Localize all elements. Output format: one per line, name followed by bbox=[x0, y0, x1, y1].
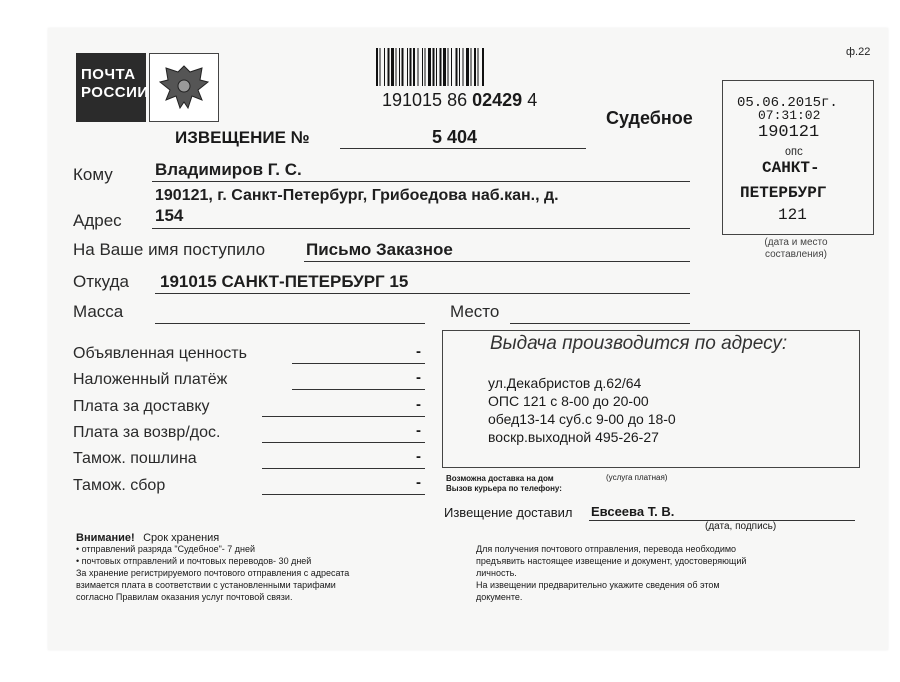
barcode-bold: 02429 bbox=[472, 90, 523, 110]
barcode-bar bbox=[463, 48, 464, 86]
russian-post-logo bbox=[76, 53, 219, 122]
from-value: 191015 САНКТ-ПЕТЕРБУРГ 15 bbox=[160, 272, 409, 291]
barcode-bar bbox=[410, 48, 412, 86]
stamp-city1: САНКТ- bbox=[762, 159, 820, 177]
fee-line bbox=[292, 389, 425, 390]
fee-label: Тамож. пошлина bbox=[73, 450, 197, 467]
issue-line: ул.Декабристов д.62/64 bbox=[488, 375, 642, 391]
barcode-suffix: 4 bbox=[527, 90, 538, 110]
barcode-bar bbox=[428, 48, 431, 86]
barcode-bar bbox=[451, 48, 452, 86]
issue-line: ОПС 121 с 8-00 до 20-00 bbox=[488, 393, 649, 409]
from-line bbox=[155, 293, 690, 294]
fee-label: Плата за доставку bbox=[73, 398, 210, 415]
address-label: Адрес bbox=[73, 211, 122, 230]
fee-value: - bbox=[416, 369, 421, 386]
attention-line: • отправлений разряда "Судебное"- 7 дней bbox=[76, 544, 256, 554]
fee-label: Объявленная ценность bbox=[73, 345, 247, 362]
attention-line: За хранение регистрируемого почтового отправления с адресата bbox=[76, 568, 350, 578]
fee-line bbox=[262, 442, 425, 443]
notice-number-line bbox=[340, 148, 586, 149]
fee-value: - bbox=[416, 422, 421, 439]
from-label: Откуда bbox=[73, 272, 129, 291]
barcode-bar bbox=[384, 48, 385, 86]
barcode-bar bbox=[422, 48, 423, 86]
barcode-bar bbox=[474, 48, 476, 86]
barcode-bar bbox=[399, 48, 400, 86]
category-label: Судебное bbox=[606, 108, 693, 128]
delivered-label: Извещение доставил bbox=[444, 505, 573, 520]
delivered-value: Евсеева Т. В. bbox=[591, 504, 675, 519]
stamp-index: 190121 bbox=[758, 123, 820, 142]
fee-value: - bbox=[416, 343, 421, 360]
info-line: документе. bbox=[476, 592, 523, 602]
issue-title: Выдача производится по адресу: bbox=[490, 333, 788, 354]
barcode-bar bbox=[443, 48, 446, 86]
barcode-bar bbox=[440, 48, 442, 86]
barcode-bar bbox=[456, 48, 458, 86]
barcode-bar bbox=[459, 48, 460, 86]
recipient-line bbox=[152, 181, 690, 182]
address-line bbox=[152, 228, 690, 229]
barcode-bar bbox=[402, 48, 404, 86]
info-line: предъявить настоящее извещение и документ, удостоверяющий bbox=[476, 556, 747, 566]
logo-line1: ПОЧТА bbox=[81, 66, 136, 83]
eagle-emblem-icon bbox=[149, 53, 219, 122]
issue-line: воскр.выходной 495-26-27 bbox=[488, 429, 659, 445]
barcode-bar bbox=[448, 48, 449, 86]
stamp-num: 121 bbox=[778, 206, 807, 224]
notice-label: ИЗВЕЩЕНИЕ № bbox=[175, 128, 310, 147]
fee-line bbox=[262, 416, 425, 417]
stamp-caption: (дата и место составления) bbox=[764, 237, 828, 260]
fee-value: - bbox=[416, 396, 421, 413]
barcode-bar bbox=[478, 48, 479, 86]
stamp-time: 07:31:02 bbox=[758, 108, 821, 123]
address-line1: 190121, г. Санкт-Петербург, Грибоедова наб.кан., д. bbox=[155, 187, 559, 204]
issue-line: обед13-14 суб.с 9-00 до 18-0 bbox=[488, 411, 676, 427]
place-line bbox=[510, 323, 690, 324]
info-line: личность. bbox=[476, 568, 517, 578]
fee-line bbox=[262, 494, 425, 495]
logo-text-block bbox=[76, 53, 149, 122]
place-label: Место bbox=[450, 302, 500, 321]
barcode-bar bbox=[396, 48, 397, 86]
attention-line: согласно Правилам оказания услуг почтовой связи. bbox=[76, 592, 293, 602]
barcode-bar bbox=[407, 48, 408, 86]
received-line bbox=[304, 261, 690, 262]
stamp-date: 05.06.2015г. bbox=[737, 95, 838, 111]
form-code: ф.22 bbox=[846, 46, 871, 58]
attention-line: взимается плата в соответствии с установленными тарифами bbox=[76, 580, 336, 590]
barcode-bar bbox=[466, 48, 469, 86]
barcode-bar bbox=[376, 48, 378, 86]
delivery-paid: (услуга платная) bbox=[606, 473, 668, 482]
attention-subtitle: Срок хранения bbox=[143, 532, 220, 544]
stamp-city2: ПЕТЕРБУРГ bbox=[740, 184, 827, 202]
logo-line2: РОССИИ bbox=[81, 84, 149, 101]
barcode-number bbox=[382, 90, 537, 111]
fee-label: Плата за возвр/дос. bbox=[73, 424, 221, 441]
received-value: Письмо Заказное bbox=[306, 240, 453, 259]
barcode-bar bbox=[471, 48, 472, 86]
fee-value: - bbox=[416, 448, 421, 465]
barcode-prefix: 191015 86 bbox=[382, 90, 468, 110]
fee-line bbox=[292, 363, 425, 364]
recipient-label: Кому bbox=[73, 165, 113, 184]
address-line2: 154 bbox=[155, 206, 184, 225]
mass-label: Масса bbox=[73, 302, 124, 321]
barcode-bar bbox=[413, 48, 415, 86]
barcode-bar bbox=[482, 48, 484, 86]
barcode-bar bbox=[418, 48, 419, 86]
barcode-bar bbox=[391, 48, 394, 86]
fee-label: Тамож. сбор bbox=[73, 477, 166, 494]
info-line: На извещении предварительно укажите сведения об этом bbox=[476, 580, 720, 590]
mass-line bbox=[155, 323, 425, 324]
delivery-courier: Вызов курьера по телефону: bbox=[446, 484, 562, 493]
recipient-value: Владимиров Г. С. bbox=[155, 160, 302, 179]
attention-line: • почтовых отправлений и почтовых переводов- 30 дней bbox=[76, 556, 312, 566]
barcode-bar bbox=[436, 48, 437, 86]
barcode-bar bbox=[380, 48, 381, 86]
delivered-caption: (дата, подпись) bbox=[705, 521, 777, 532]
barcode-bar bbox=[388, 48, 390, 86]
fee-line bbox=[262, 468, 425, 469]
barcode-bar bbox=[433, 48, 435, 86]
delivery-home: Возможна доставка на дом bbox=[446, 474, 554, 483]
attention-title: Внимание! bbox=[76, 532, 135, 544]
received-label: На Ваше имя поступило bbox=[73, 240, 266, 259]
barcode bbox=[374, 48, 564, 86]
notice-number: 5 404 bbox=[432, 127, 478, 147]
info-line: Для получения почтового отправления, перевода необходимо bbox=[476, 544, 737, 554]
fee-value: - bbox=[416, 474, 421, 491]
stamp-ops: ОПС bbox=[785, 148, 804, 159]
barcode-bar bbox=[425, 48, 426, 86]
fee-label: Наложенный платёж bbox=[73, 371, 228, 388]
